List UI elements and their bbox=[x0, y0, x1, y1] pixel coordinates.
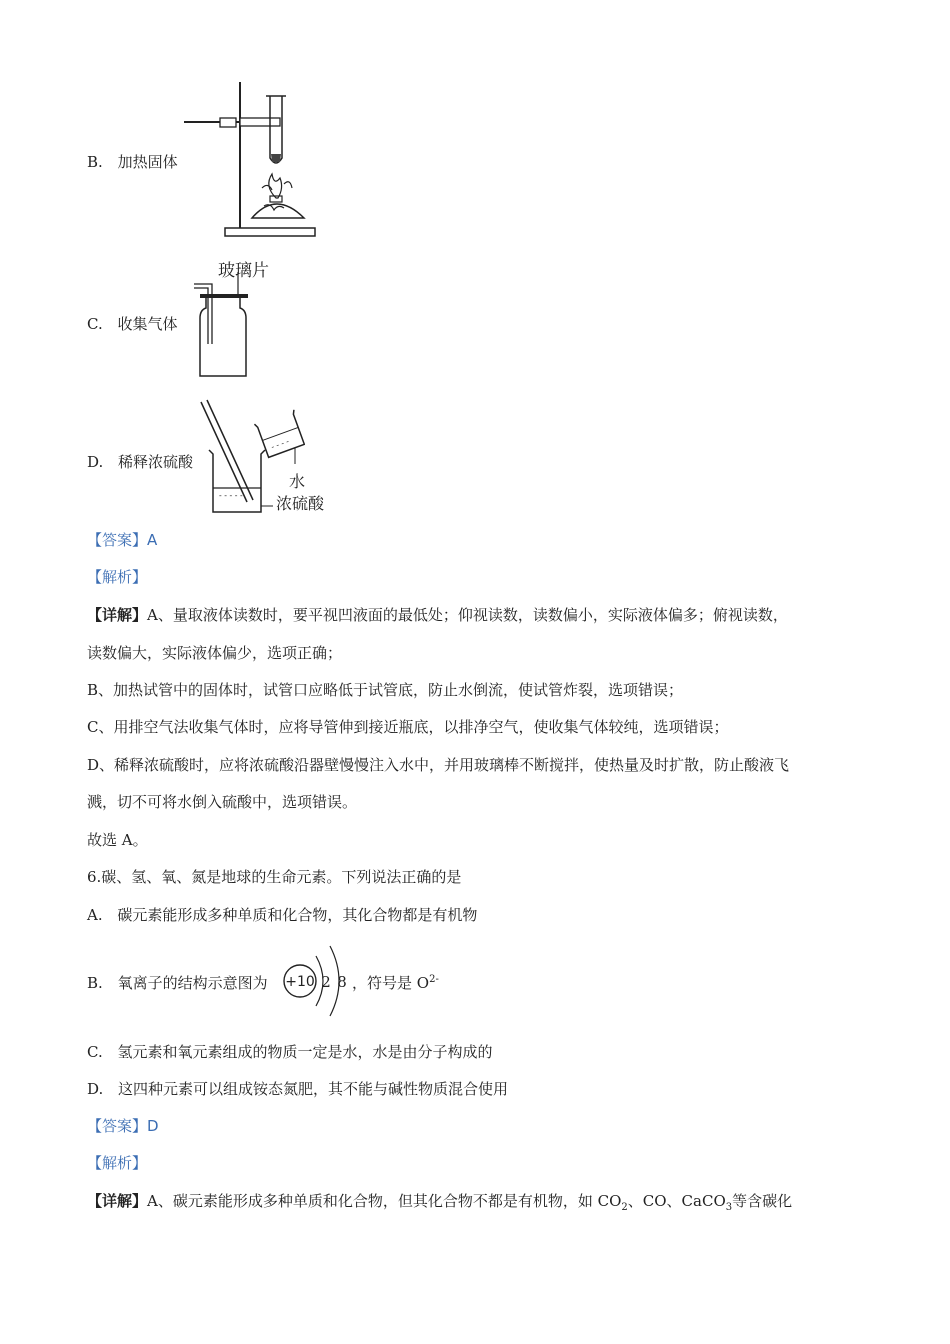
glass-plate-label: 玻璃片 bbox=[218, 261, 269, 281]
option-letter: D. bbox=[87, 1080, 104, 1098]
q6-option-b-symbol bbox=[352, 972, 439, 993]
oxygen-ion-structure-diagram bbox=[280, 940, 360, 1022]
option-text: 氧离子的结构示意图为 bbox=[117, 974, 268, 992]
q6-option-b bbox=[87, 972, 268, 993]
detail-text-mid: 、CO、CaCO bbox=[627, 1192, 726, 1210]
answer-2 bbox=[87, 1115, 159, 1136]
detail-1-line-1 bbox=[87, 604, 788, 625]
detail-text-pre: A、碳元素能形成多种单质和化合物，但其化合物不都是有机物，如 CO bbox=[147, 1192, 622, 1210]
acid-label: 浓硫酸 bbox=[276, 494, 325, 513]
option-letter: C. bbox=[87, 315, 103, 333]
shell-1-electrons: 2 bbox=[321, 973, 331, 991]
detail-1-line-7: 故选 A。 bbox=[87, 831, 148, 849]
detail-1-line-4: C、用排空气法收集气体时，应将导管伸到接近瓶底，以排净空气，使收集气体较纯，选项错误； bbox=[87, 718, 729, 736]
detail-1-line-6: 溅，切不可将水倒入硫酸中，选项错误。 bbox=[87, 793, 358, 811]
detail-bracket: 【详解】 bbox=[87, 1192, 148, 1210]
shell-2-electrons: 8 bbox=[337, 973, 347, 991]
option-d-prev bbox=[87, 451, 193, 472]
symbol-text: ，符号是 O bbox=[352, 974, 430, 992]
option-text: 收集气体 bbox=[117, 315, 178, 333]
subscript-1: 2 bbox=[621, 1202, 628, 1213]
answer-bracket: 【答案】 bbox=[87, 531, 148, 549]
option-text: 稀释浓硫酸 bbox=[118, 453, 194, 471]
detail-1-line-5: D、稀释浓硫酸时，应将浓硫酸沿器壁慢慢注入水中，并用玻璃棒不断搅拌，使热量及时扩散，防止酸液飞 bbox=[87, 756, 790, 774]
option-text: 这四种元素可以组成铵态氮肥，其不能与碱性物质混合使用 bbox=[118, 1080, 509, 1098]
question-6-stem: 6.碳、氢、氧、氮是地球的生命元素。下列说法正确的是 bbox=[87, 868, 462, 886]
option-letter: D. bbox=[87, 453, 104, 471]
analysis-2: 【解析】 bbox=[87, 1154, 148, 1172]
heating-solid-apparatus-figure bbox=[180, 78, 320, 240]
option-letter: C. bbox=[87, 1043, 103, 1061]
water-label: 水 bbox=[289, 472, 306, 491]
detail-bracket: 【详解】 bbox=[87, 606, 148, 624]
option-letter: B. bbox=[87, 153, 103, 171]
option-text: 碳元素能形成多种单质和化合物，其化合物都是有机物 bbox=[117, 906, 478, 924]
answer-value: D bbox=[147, 1117, 159, 1135]
q6-option-d bbox=[87, 1078, 508, 1099]
option-c-prev bbox=[87, 313, 178, 334]
analysis-1: 【解析】 bbox=[87, 568, 148, 586]
svg-text:- - - - -: - - - - - bbox=[219, 491, 243, 500]
gas-collection-bottle-figure bbox=[190, 270, 260, 380]
symbol-charge: 2- bbox=[429, 974, 439, 985]
detail-text: A、量取液体读数时，要平视凹液面的最低处；仰视读数，读数偏小，实际液体偏多；俯视读数， bbox=[147, 606, 788, 624]
option-text: 氢元素和氧元素组成的物质一定是水，水是由分子构成的 bbox=[117, 1043, 493, 1061]
q6-option-a bbox=[87, 904, 477, 925]
subscript-2: 3 bbox=[725, 1202, 733, 1213]
option-letter: A. bbox=[87, 906, 103, 924]
detail-1-line-3: B、加热试管中的固体时，试管口应略低于试管底，防止水倒流，使试管炸裂，选项错误； bbox=[87, 681, 684, 699]
detail-text-post: 等含碳化 bbox=[732, 1192, 793, 1210]
nucleus-charge: +10 bbox=[285, 974, 315, 990]
svg-text:- - - -: - - - - bbox=[269, 436, 291, 452]
detail-1-line-2: 读数偏大，实际液体偏少，选项正确； bbox=[87, 644, 343, 662]
option-letter: B. bbox=[87, 974, 103, 992]
answer-bracket: 【答案】 bbox=[87, 1117, 148, 1135]
option-b-prev bbox=[87, 151, 178, 172]
q6-option-c bbox=[87, 1041, 493, 1062]
answer-value: A bbox=[147, 531, 158, 549]
answer-1 bbox=[87, 529, 157, 550]
option-text: 加热固体 bbox=[117, 153, 178, 171]
detail-2-line-1 bbox=[87, 1190, 792, 1213]
